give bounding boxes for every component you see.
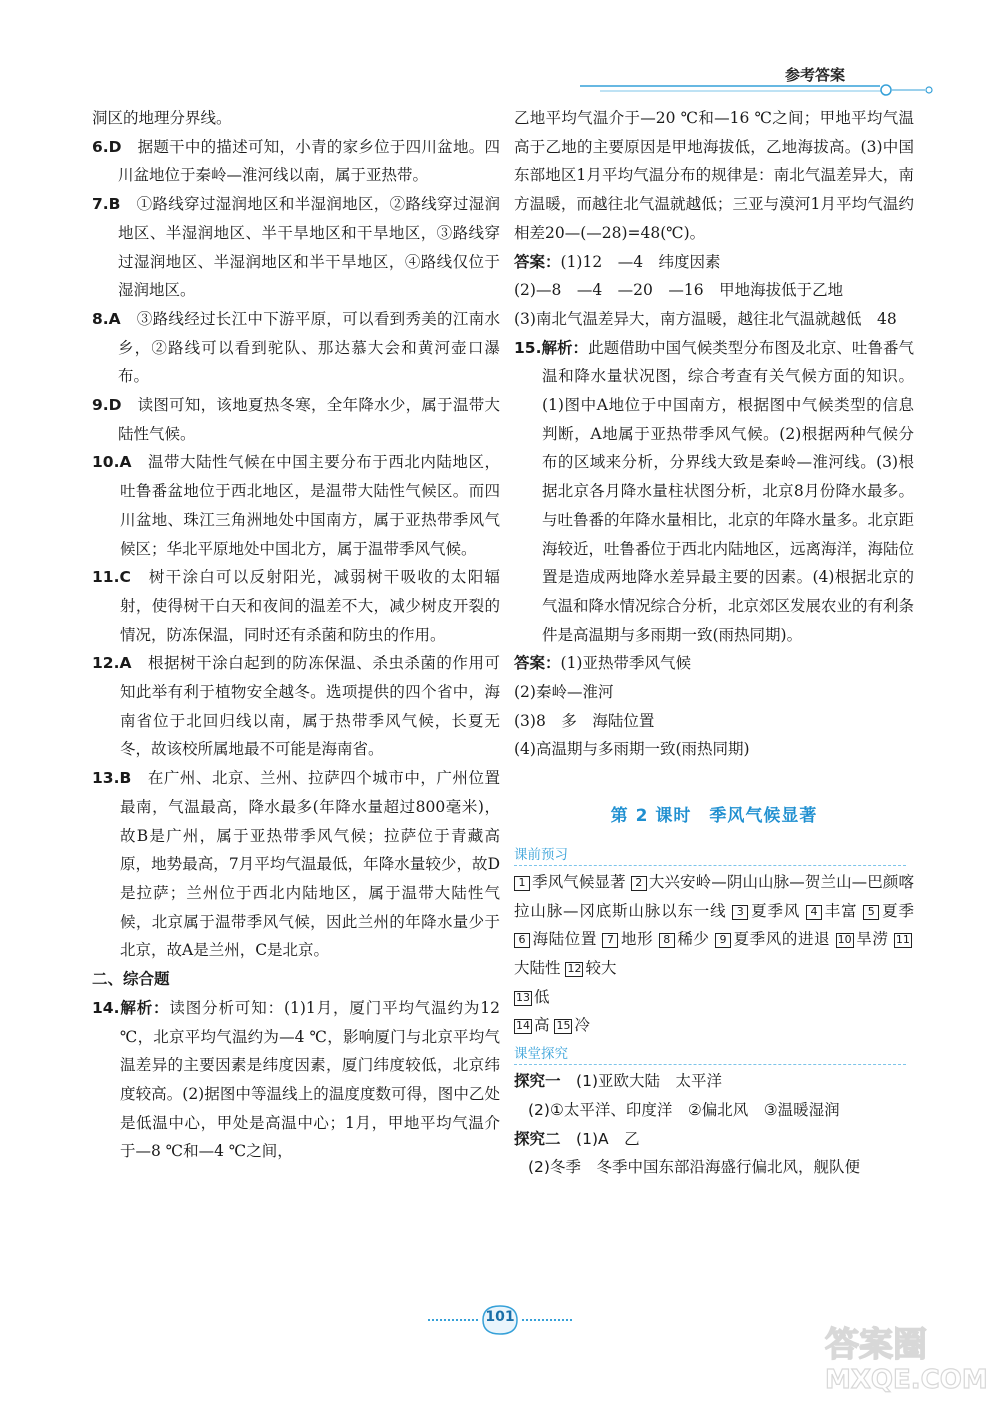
question-text: ①路线穿过湿润地区和半湿润地区，②路线穿过湿润地区、半湿润地区、半干旱地区和干旱地区，③路线穿过湿润地区、半湿润地区和半干旱地区，④路线仅位于湿润地区。 [118, 195, 500, 300]
answer-box: 5 [863, 905, 879, 920]
question-number: 15. [514, 338, 542, 357]
preview-answers [514, 868, 914, 1040]
right-column [514, 104, 914, 1182]
question-number: 7.B [92, 195, 121, 214]
continued-line: 洞区的地理分界线。 [92, 109, 232, 127]
explore-answer: (1)A 乙 [576, 1129, 640, 1148]
lesson-title: 第 2 课时 季风气候显著 [610, 806, 818, 827]
section-heading: 二、综合题 [92, 970, 170, 989]
explore-2-part-2: (2)冬季 冬季中国东部沿海盛行偏北风，舰队便 [528, 1158, 860, 1177]
preview-answer: 大陆性 [514, 958, 561, 977]
preview-answer: 较大 [585, 958, 617, 977]
question-11 [92, 563, 500, 649]
analysis-label: 解析： [541, 338, 589, 357]
watermark-line-1: 答案圈 [825, 1325, 927, 1365]
explore-label: 探究一 [514, 1072, 561, 1091]
answer-line: (2)秦岭—淮河 [514, 683, 614, 702]
answer-label: 答案： [514, 252, 561, 271]
watermark-logo [815, 1316, 995, 1396]
preview-answer: 夏季 [881, 901, 914, 920]
question-8 [92, 305, 500, 391]
preview-answer: 海陆位置 [532, 930, 597, 949]
question-6 [92, 133, 500, 190]
preview-answer: 冷 [574, 1016, 590, 1035]
answer-box: 14 [516, 1019, 530, 1033]
question-text: 读图分析可知：(1)1月，厦门平均气温约为12 ℃，北京平均气温约为—4 ℃，影响厦门与北京平均气温差异的主要因素是纬度因素，厦门纬度较低，北京纬度较高。(2)据图中等温线上的温度度数可得，图中乙处是低温中心，甲处是高温中心；1月，甲地平均气温介于—8 ℃和—4 ℃之间， [120, 998, 500, 1161]
answer-line: (3)8 多 海陆位置 [514, 711, 655, 730]
answer-label: 答案： [514, 654, 561, 673]
explore-1-part-2: (2)①太平洋、印度洋 ②偏北风 ③温暖湿润 [528, 1100, 840, 1119]
answer-box: 7 [602, 933, 618, 948]
question-text: 树干涂白可以反射阳光，减弱树干吸收的太阳辐射，使得树干白天和夜间的温差不大，减少树皮开裂的情况，防冻保温，同时还有杀菌和防虫的作用。 [120, 568, 500, 644]
question-number: 6.D [92, 137, 122, 156]
question-text: 读图可知，该地夏热冬寒，全年降水少，属于温带大陆性气候。 [118, 396, 500, 443]
question-text: ③路线经过长江中下游平原，可以看到秀美的江南水乡，②路线可以看到驼队、那达慕大会和黄河壶口瀑布。 [118, 309, 500, 386]
question-text: 温带大陆性气候在中国主要分布于西北内陆地区，吐鲁番盆地位于西北地区，是温带大陆性气候区。而四川盆地、珠江三角洲地处中国南方，属于亚热带季风气候区；华北平原地处中国北方，属于温带季风气候。 [120, 453, 500, 558]
explore-2 [514, 1125, 914, 1154]
question-7 [92, 190, 500, 305]
question-number: 12.A [92, 654, 132, 673]
question-14 [92, 994, 500, 1166]
answer-block [514, 649, 914, 678]
header-title: 参考答案 [784, 66, 845, 84]
answer-box: 1 [514, 876, 530, 891]
answer-line: (2)—8 —4 —20 —16 甲地海拔低于乙地 [514, 281, 844, 300]
watermark-mark [815, 1316, 995, 1396]
question-15 [514, 334, 914, 650]
analysis-label: 解析： [119, 998, 170, 1017]
answer-box: 13 [516, 990, 530, 1004]
answer-box: 4 [806, 905, 822, 920]
answer-block [514, 248, 914, 277]
question-14-continued: 乙地平均气温介于—20 ℃和—16 ℃之间；甲地平均气温高于乙地的主要原因是甲地海拔低，乙地海拔高。(3)中国东部地区1月平均气温分布的规律是：南北气温差异大，南方温暖，而越往北气温就越低；三亚与漠河1月平均气温约相差20—(—28)=48(℃)。 [514, 109, 914, 242]
question-13 [92, 764, 500, 965]
question-number: 8.A [92, 309, 121, 328]
page-number: 101 [485, 1309, 515, 1325]
preview-tag: 课前预习 [514, 845, 906, 866]
question-text: 此题借助中国气候类型分布图及北京、吐鲁番气温和降水量状况图，综合考查有关气候方面的知识。(1)图中A地位于中国南方，根据图中气候类型的信息判断，A地属于亚热带季风气候。(2)根据两种气候分布的区域来分析，分界线大致是秦岭—淮河线。(3)根据北京各月降水量柱状图分析，北京8月份降水最多。与吐鲁番的年降水量相比，北京的年降水量多。北京距海较近，吐鲁番位于西北内陆地区，远离海洋，海陆位置是造成两地降水差异最主要的因素。(4)根据北京的气温和降水情况综合分析，北京郊区发展农业的有利条件是高温期与多雨期一致(雨热同期)。 [542, 338, 915, 644]
question-number: 13.B [92, 769, 132, 788]
preview-answer: 大兴安岭—阴山山脉—贺兰山—巴颜喀拉山脉—冈底斯山脉以东一线 [514, 872, 914, 920]
preview-answer: 夏季风的进退 [733, 930, 831, 949]
answer-box: 12 [567, 961, 582, 975]
explore-label: 探究二 [514, 1129, 561, 1148]
answer-box: 11 [895, 933, 910, 947]
question-12 [92, 649, 500, 764]
preview-answer: 丰富 [823, 901, 858, 920]
preview-answer: 旱涝 [855, 930, 889, 949]
header-decoration [540, 60, 940, 110]
answer-line: (3)南北气温差异大，南方温暖，越往北气温就越低 48 [514, 309, 897, 328]
question-text: 在广州、北京、兰州、拉萨四个城市中，广州位置最南，气温最高，降水最多(年降水量超过800毫米)，故B是广州，属于亚热带季风气候；拉萨位于青藏高原，地势最高，7月平均气温最低，年降水量较少，故D是拉萨；兰州位于西北内陆地区，属于温带大陆性气候，北京属于温带季风气候，因此兰州的年降水量少于北京，故A是兰州，C是北京。 [120, 769, 500, 960]
answer-line: (1)12 —4 纬度因素 [560, 252, 721, 271]
question-10 [92, 448, 500, 563]
class-explore-tag: 课堂探究 [514, 1044, 906, 1065]
answer-box: 3 [732, 905, 748, 920]
preview-answer: 季风气候显著 [532, 872, 626, 891]
answer-box: 8 [659, 933, 675, 948]
preview-answer: 稀少 [676, 930, 710, 949]
answer-line: (1)亚热带季风气候 [560, 654, 691, 673]
answer-box: 15 [556, 1019, 571, 1033]
question-number: 9.D [92, 396, 122, 415]
answer-line: (4)高温期与多雨期一致(雨热同期) [514, 740, 750, 759]
explore-answer: (1)亚欧大陆 太平洋 [576, 1072, 722, 1091]
explore-1 [514, 1067, 914, 1096]
answer-box: 9 [715, 933, 731, 948]
question-text: 根据树干涂白起到的防冻保温、杀虫杀菌的作用可知此举有利于植物安全越冬。选项提供的四个省中，海南省位于北回归线以南，属于热带季风气候，长夏无冬，故该校所属地最不可能是海南省。 [120, 654, 500, 759]
answer-box: 2 [631, 876, 647, 891]
answer-box: 10 [837, 933, 852, 947]
preview-answer: 低 [534, 987, 550, 1006]
preview-answer: 夏季风 [750, 901, 801, 920]
question-9 [92, 391, 500, 448]
preview-answer: 地形 [620, 930, 654, 949]
question-number: 11.C [92, 568, 131, 587]
question-number: 10.A [92, 453, 132, 472]
question-number: 14. [92, 998, 120, 1017]
answer-box: 6 [514, 933, 530, 948]
preview-answer: 高 [534, 1016, 550, 1035]
left-column [92, 104, 500, 1166]
watermark-line-2: MXQE.COM [825, 1365, 988, 1395]
question-text: 据题干中的描述可知，小青的家乡位于四川盆地。四川盆地位于秦岭—淮河线以南，属于亚热带。 [118, 137, 500, 185]
page-header [540, 60, 940, 110]
